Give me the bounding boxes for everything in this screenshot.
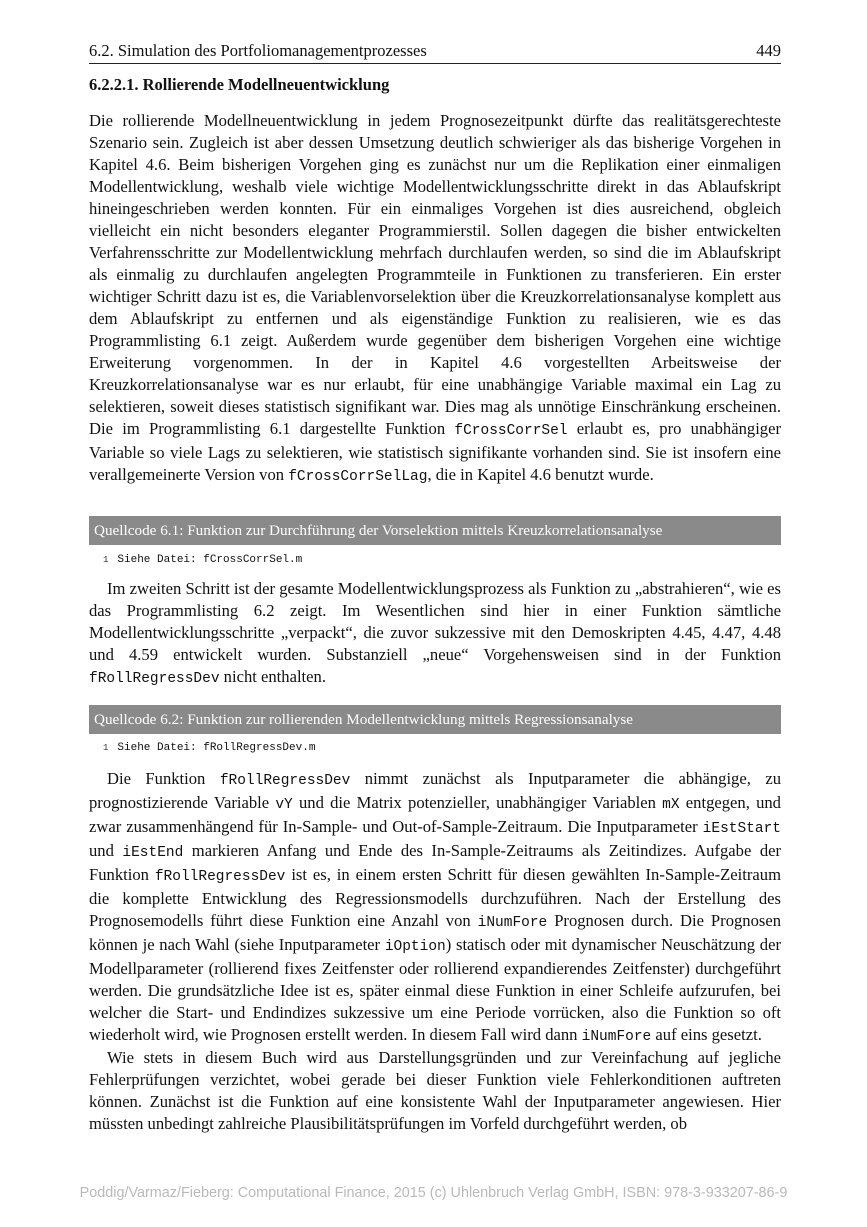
- inline-code: fCrossCorrSelLag: [288, 469, 428, 485]
- listing-caption-6-1: Quellcode 6.1: Funktion zur Durchführung der Vorselektion mittels Kreuzkorrelationsanalyse: [89, 516, 781, 545]
- inline-code: fCrossCorrSel: [454, 423, 568, 439]
- line-number: 1: [103, 555, 109, 565]
- line-number: 1: [103, 743, 109, 753]
- paragraph-4: Wie stets in diesem Buch wird aus Darstellungsgründen und zur Vereinfachung auf jegliche Fehlerprüfungen verzichtet, wobei gerade bei dieser Funktion viele Fehlerkonditionen auftreten können. Zunächst ist die Funktion auf eine konsistente Wahl der Inputparameter angewiesen. Hier müssten unbedingt zahlreiche Plausibilitätsprüfungen im Vorfeld durchgeführt werden, ob: [89, 1048, 781, 1133]
- listing-code-6-1: [103, 554, 302, 566]
- inline-code: fRollRegressDev: [154, 869, 286, 885]
- inline-code: fRollRegressDev: [89, 671, 220, 687]
- inline-code: fRollRegressDev: [219, 773, 351, 789]
- inline-code: iOption: [384, 939, 446, 955]
- inline-code: mX: [662, 797, 680, 813]
- code-text: Siehe Datei: fRollRegressDev.m: [117, 742, 316, 754]
- running-head-section: 6.2. Simulation des Portfoliomanagementprozesses: [89, 41, 427, 60]
- listing-caption-6-2: Quellcode 6.2: Funktion zur rollierenden Modellentwicklung mittels Regressionsanalyse: [89, 705, 781, 734]
- running-head: [89, 42, 781, 64]
- paragraph-3: Die Funktion fRollRegressDev nimmt zunächst als Inputparameter die abhängige, zu prognostizierende Variable vY und die Matrix potenzieller, unabhängiger Variablen mX entgegen, und zwar zusammenhängend für In-Sample- und Out-of-Sample-Zeitraum. Die Inputparameter iEstStart und iEstEnd markieren Anfang und Ende des In-Sample-Zeitraums als Zeitindizes. Aufgabe der Funktion fRollRegressDev ist es, in einem ersten Schritt für diesen gewählten In-Sample-Zeitraum die komplette Entwicklung des Regressionsmodells durchzuführen. Nach der Erstellung des Prognosemodells führt diese Funktion eine Anzahl von iNumFore Prognosen durch. Die Prognosen können je nach Wahl (siehe Inputparameter iOption) statisch oder mit dynamischer Neuschätzung der Modellparameter (rollierend fixes Zeitfenster oder rollierend expandierendes Zeitfenster) durchgeführt werden. Die grundsätzliche Idee ist es, später einmal diese Funktion in einer Schleife aufzurufen, bei welcher die Start- und Endindizes sukzessive um eine Periode vorrücken, also die Funktion so oft wiederholt wird, wie Prognosen erstellt werden. In diesem Fall wird dann iNumFore auf eins gesetzt.: [89, 769, 782, 1045]
- copyright-footer: Poddig/Varmaz/Fieberg: Computational Finance, 2015 (c) Uhlenbruch Verlag GmbH, ISBN: 978-3-933207-86-9: [79, 1185, 788, 1201]
- paragraph-1: Die rollierende Modellneuentwicklung in jedem Prognosezeitpunkt dürfte das realitätsgerechteste Szenario sein. Zugleich ist aber dessen Umsetzung deutlich schwieriger als das bisherige Vorgehen in Kapitel 4.6. Beim bisherigen Vorgehen ging es zunächst nur um die Replikation einer einmaligen Modellentwicklung, weshalb viele wichtige Modellentwicklungsschritte direkt in das Ablaufskript hineingeschrieben werden konnten. Für ein einmaliges Vorgehen ist dies ausreichend, obgleich vielleicht ein nicht besonders eleganter Programmierstil. Sollen dagegen die bisher entwickelten Verfahrensschritte zur Modellentwicklung mehrfach durchlaufen werden, so sind die im Ablaufskript als einmalig zu durchlaufen angelegten Programmteile in Funktionen zu transferieren. Ein erster wichtiger Schritt dazu ist es, die Variablenvorselektion über die Kreuzkorrelationsanalyse komplett aus dem Ablaufskript zu entfernen und als eigenständige Funktion zu realisieren, wie es das Programmlisting 6.1 zeigt. Außerdem wurde gegenüber dem bisherigen Vorgehen eine wichtige Erweiterung vorgenommen. In der in Kapitel 4.6 vorgestellten Arbeitsweise der Kreuzkorrelationsanalyse war es nur erlaubt, für eine unabhängige Variable maximal ein Lag zu selektieren, soweit dieses statistisch signifikant war. Dies mag als unnötige Einschränkung erscheinen. Die im Programmlisting 6.1 dargestellte Funktion fCrossCorrSel erlaubt es, pro unabhängiger Variable so viele Lags zu selektieren, wie statistisch signifikante vorhanden sind. Sie ist insofern eine verallgemeinerte Version von fCrossCorrSelLag, die in Kapitel 4.6 benutzt wurde.: [89, 111, 781, 485]
- page-number: 449: [756, 41, 781, 60]
- inline-code: vY: [275, 797, 293, 813]
- code-text: Siehe Datei: fCrossCorrSel.m: [117, 554, 303, 566]
- inline-code: iEstStart: [702, 821, 781, 837]
- inline-code: iNumFore: [477, 915, 548, 931]
- inline-code: iNumFore: [581, 1029, 652, 1045]
- section-title: 6.2.2.1. Rollierende Modellneuentwicklung: [89, 75, 390, 94]
- inline-code: iEstEnd: [122, 845, 184, 861]
- listing-code-6-2: [103, 742, 315, 754]
- paragraph-2: Im zweiten Schritt ist der gesamte Modellentwicklungsprozess als Funktion zu „abstrahieren“, wie es das Programmlisting 6.2 zeigt. Im Wesentlichen sind hier in einer Funktion sämtliche Modellentwicklungsschritte „verpackt“, die zuvor sukzessive mit den Demoskripten 4.45, 4.47, 4.48 und 4.59 entwickelt wurden. Substanziell „neue“ Vorgehensweisen sind in der Funktion fRollRegressDev nicht enthalten.: [89, 579, 781, 687]
